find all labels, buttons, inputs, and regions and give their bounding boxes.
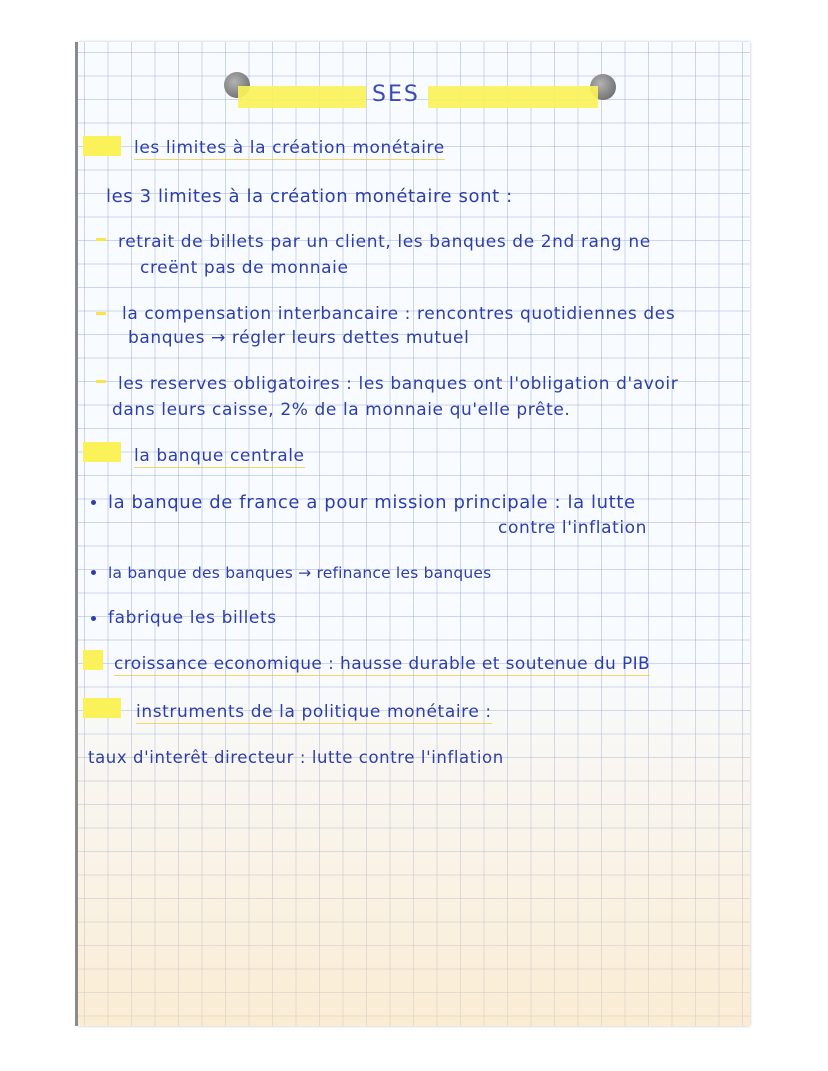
croissance-definition: croissance economique : hausse durable et soutenue du PIB: [114, 654, 651, 674]
instruments-heading: instruments de la politique monétaire :: [136, 702, 492, 722]
dash-bullet: [96, 380, 106, 383]
section-highlight: [83, 442, 121, 462]
banque-item-1-line1: la banque de france a pour mission principale : la lutte: [108, 492, 636, 513]
title-highlight-right: [428, 86, 598, 108]
limit-item-2-line1: la compensation interbancaire : rencontres quotidiennes des: [122, 304, 676, 324]
limit-item-3-line2: dans leurs caisse, 2% de la monnaie qu'elle prête.: [112, 400, 571, 420]
limit-item-3-line1: les reserves obligatoires : les banques ont l'obligation d'avoir: [118, 374, 679, 394]
banque-item-3: fabrique les billets: [108, 608, 277, 628]
limit-item-1-line1: retrait de billets par un client, les banques de 2nd rang ne: [118, 232, 651, 252]
dot-bullet: [91, 500, 96, 505]
limit-item-2-line2: banques → régler leurs dettes mutuel: [128, 328, 470, 348]
banque-item-1-line2: contre l'inflation: [498, 518, 648, 538]
banque-item-2: la banque des banques → refinance les banques: [108, 564, 492, 582]
page-title: SES: [372, 82, 420, 107]
section-heading-banque-centrale: la banque centrale: [134, 446, 305, 466]
section-intro: les 3 limites à la création monétaire sont :: [106, 186, 513, 207]
section-highlight: [83, 136, 121, 156]
dot-bullet: [91, 570, 96, 575]
croissance-highlight: [83, 650, 103, 670]
dot-bullet: [91, 616, 96, 621]
taux-directeur-note: taux d'interêt directeur : lutte contre l'inflation: [88, 748, 504, 767]
title-highlight-left: [238, 86, 366, 108]
instruments-highlight: [83, 698, 121, 718]
limit-item-1-line2: creënt pas de monnaie: [140, 258, 349, 278]
dash-bullet: [96, 238, 106, 241]
section-heading-limites: les limites à la création monétaire: [134, 138, 445, 158]
dash-bullet: [96, 312, 106, 315]
